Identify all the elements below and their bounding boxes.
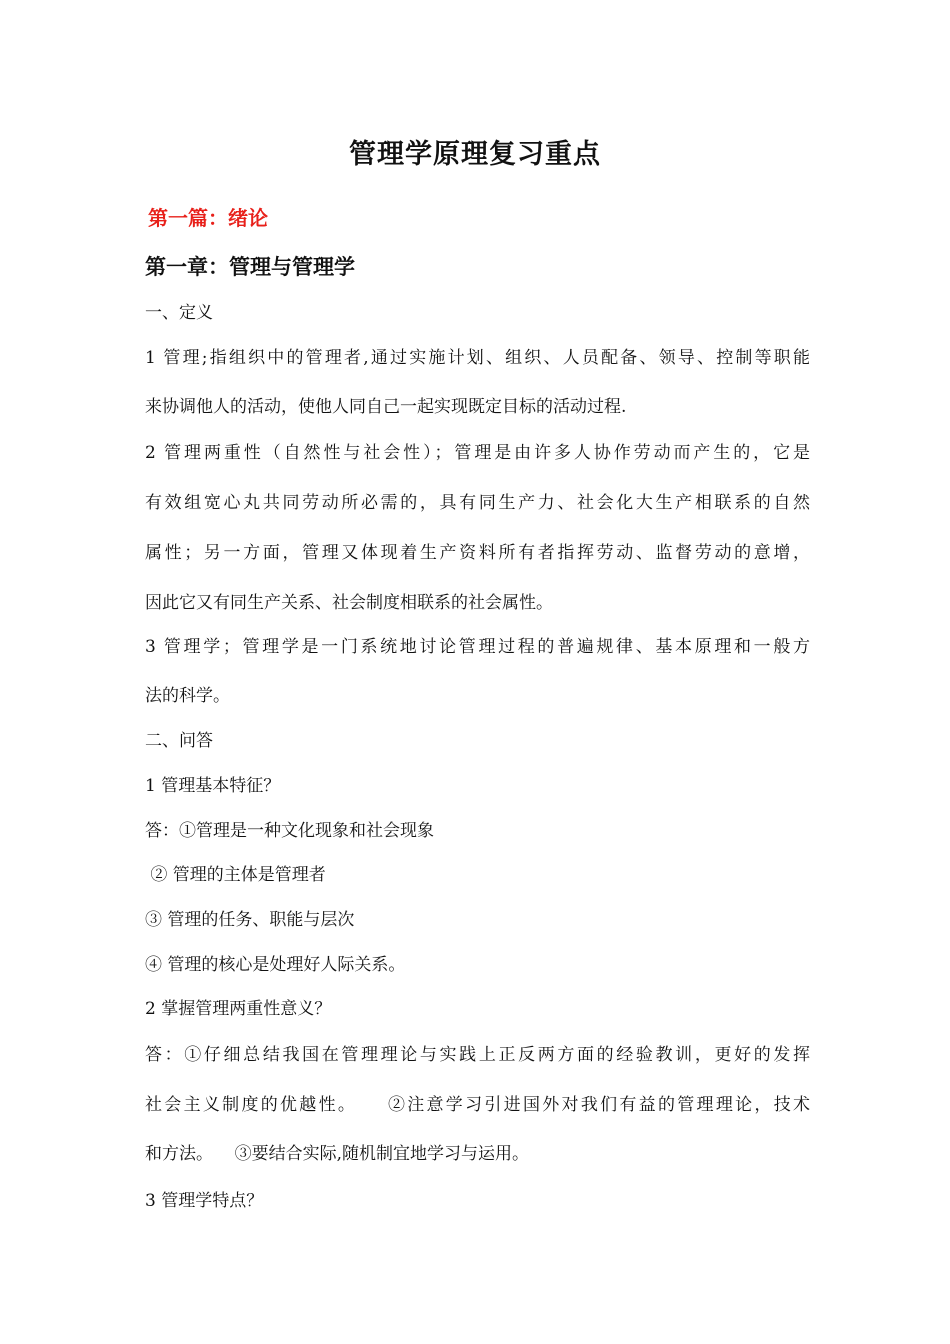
question: 2 掌握管理两重性意义？ [145,999,332,1019]
answer-line: 和方法。 ③要结合实际,随机制宜地学习与运用。 [145,1144,530,1164]
paragraph-line: 1 管理;指组织中的管理者,通过实施计划、组织、人员配备、领导、控制等职能 [145,348,810,368]
paragraph-line: 因此它又有同生产关系、社会制度相联系的社会属性。 [145,593,553,613]
answer-line: ④ 管理的核心是处理好人际关系。 [145,955,406,975]
section-heading-definitions: 一、定义 [145,303,213,323]
part-heading: 第一篇：绪论 [148,206,268,230]
answer-line: ② 管理的主体是管理者 [145,865,326,885]
paragraph-line: 3 管理学；管理学是一门系统地讨论管理过程的普遍规律、基本原理和一般方 [145,637,810,657]
paragraph-line: 属性；另一方面，管理又体现着生产资料所有者指挥劳动、监督劳动的意增， [145,543,810,563]
answer-line: ③ 管理的任务、职能与层次 [145,910,355,930]
answer-line: 社会主义制度的优越性。 ②注意学习引进国外对我们有益的管理理论，技术 [145,1095,810,1115]
paragraph-line: 来协调他人的活动，使他人同自己一起实现既定目标的活动过程. [145,397,627,417]
question: 1 管理基本特征？ [145,776,281,796]
chapter-heading: 第一章：管理与管理学 [145,255,355,279]
document-title: 管理学原理复习重点 [349,139,601,170]
paragraph-line: 有效组宽心丸共同劳动所必需的，具有同生产力、社会化大生产相联系的自然 [145,493,810,513]
paragraph-line: 2 管理两重性（自然性与社会性）；管理是由许多人协作劳动而产生的，它是 [145,443,810,463]
answer-line: 答：①管理是一种文化现象和社会现象 [145,821,434,841]
section-heading-qa: 二、问答 [145,731,213,751]
answer-line: 答：①仔细总结我国在管理理论与实践上正反两方面的经验教训，更好的发挥 [145,1045,810,1065]
paragraph-line: 法的科学。 [145,686,230,706]
question: 3 管理学特点？ [145,1191,264,1211]
